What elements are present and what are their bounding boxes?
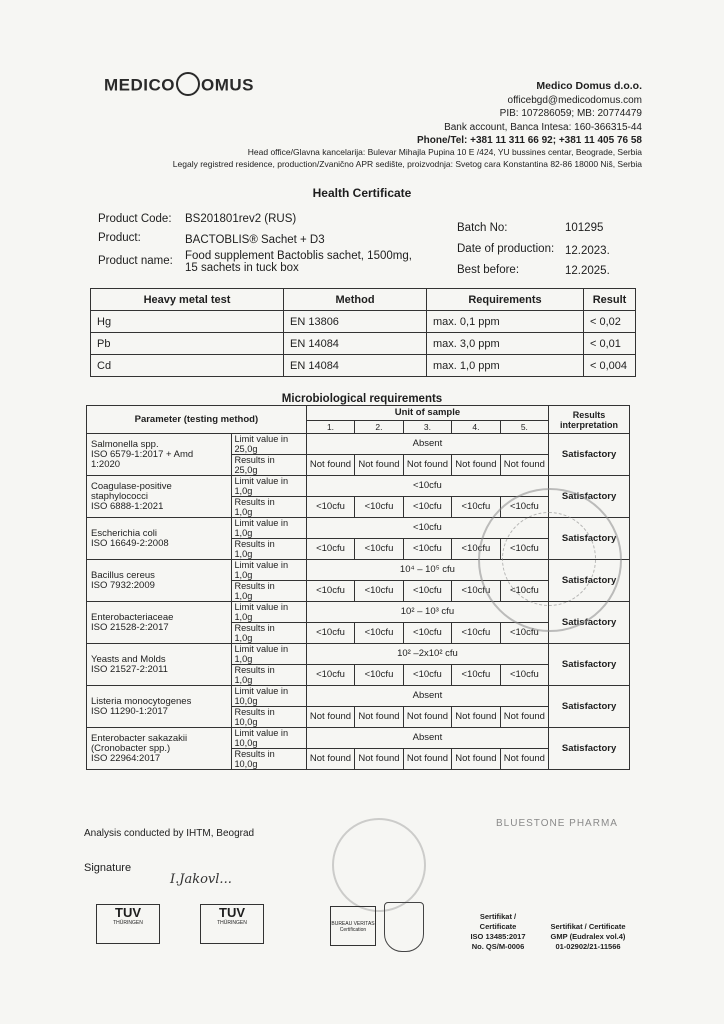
results-unit: 10,0g [234,717,258,727]
sample-result: Not found [355,455,403,476]
logo-right-text: OMUS [201,75,254,95]
sample-result: Not found [355,749,403,770]
tuv-text: TUV [115,905,141,920]
interpretation: Satisfactory [549,686,630,728]
sample-result: <10cfu [306,497,354,518]
results-unit: 1,0g [234,507,253,517]
sample-result: Not found [355,707,403,728]
hm-header-test: Heavy metal test [91,289,284,311]
limit-label-text: Limit value in [234,476,289,486]
product-label: Product: [98,232,141,244]
sample-result: <10cfu [452,497,500,518]
micro-header-unit: Unit of sample [306,406,548,421]
limit-value: <10cfu [306,476,548,497]
hm-method: EN 14084 [284,333,427,355]
limit-label-text: Limit value in [234,602,289,612]
sample-result: <10cfu [306,539,354,560]
limit-label-text: Limit value in [234,434,289,444]
results-label-text: Results in [234,539,275,549]
micro-title: Microbiological requirements [281,393,443,405]
sample-result: <10cfu [500,665,548,686]
micro-parameter-line: Enterobacter sakazakii [91,732,188,744]
tuv-sub: THÜRINGEN [113,920,143,926]
hm-metal: Cd [91,355,284,377]
best-before-label: Best before: [457,264,520,276]
micro-parameter-line: ISO 6579-1:2017 + Amd [91,448,194,460]
micro-row-limit [87,686,630,707]
sample-result: Not found [452,749,500,770]
hm-result: < 0,004 [584,355,636,377]
analysis-note: Analysis conducted by IHTM, Beograd [84,828,255,839]
hm-result: < 0,02 [584,311,636,333]
sample-result: Not found [452,707,500,728]
results-unit: 1,0g [234,591,253,601]
batch-label: Batch No: [457,222,508,234]
limit-value: 10² – 10³ cfu [306,602,548,623]
results-label-text: Results in [234,455,275,465]
company-name: Medico Domus d.o.o. [536,80,642,92]
results-label-text: Results in [234,665,275,675]
micro-parameter-line: staphylococci [91,490,149,502]
table-row [91,333,636,355]
micro-parameter-line: ISO 11290-1:2017 [91,705,168,717]
limit-value: Absent [306,434,548,455]
company-pib: PIB: 107286059; MB: 20774479 [499,108,642,120]
micro-parameter [87,434,232,476]
micro-parameter-line: ISO 21528-2:2017 [91,621,169,633]
company-seal [332,818,426,912]
cert-iso-l3: ISO 13485:2017 [470,932,526,941]
production-label: Date of production: [457,243,555,255]
hm-header-requirements: Requirements [427,289,584,311]
sample-result: <10cfu [403,497,451,518]
product-value: BACTOBLIS® Sachet + D3 [185,234,325,246]
limit-value: 10⁴ – 10⁵ cfu [306,560,548,581]
table-row [91,311,636,333]
sample-num: 1. [306,421,354,434]
production-value: 12.2023. [565,245,610,257]
company-phone: Phone/Tel: +381 11 311 66 92; +381 11 405 76 58 [417,135,642,147]
sample-num: 4. [452,421,500,434]
heavy-metal-table [90,288,636,377]
hm-method: EN 14084 [284,355,427,377]
limit-unit: 1,0g [234,528,253,538]
round-stamp-inner [502,512,596,606]
micro-parameter-line: Yeasts and Molds [91,653,166,665]
interpretation: Satisfactory [549,602,630,644]
sample-result: <10cfu [452,581,500,602]
micro-parameter [87,644,232,686]
results-label-text: Results in [234,497,275,507]
logo-left-text: MEDICO [104,75,175,95]
limit-label [232,728,306,749]
sample-result: <10cfu [355,581,403,602]
logo-d-icon [176,72,200,96]
sample-result: <10cfu [452,665,500,686]
cert-gmp-l2: GMP (Eudralex vol.4) [550,932,626,941]
sample-result: <10cfu [403,539,451,560]
micro-parameter [87,518,232,560]
cert-iso [458,912,538,952]
tuv-logo-2 [200,904,264,944]
micro-parameter-line: ISO 6888-1:2021 [91,500,164,512]
micro-parameter [87,602,232,644]
product-name-line1: Food supplement Bactoblis sachet, 1500mg, [185,250,412,262]
interpretation: Satisfactory [549,518,630,560]
product-code: BS201801rev2 (RUS) [185,213,297,225]
results-label-text: Results in [234,581,275,591]
micro-header-results: Results interpretation [549,406,630,434]
hm-metal: Pb [91,333,284,355]
micro-parameter [87,560,232,602]
limit-label [232,686,306,707]
sample-result: <10cfu [306,623,354,644]
cert-gmp-l3: 01-02902/21-11566 [555,942,621,951]
sample-num: 3. [403,421,451,434]
page-title: Health Certificate [312,186,412,200]
micro-row-limit [87,434,630,455]
results-unit: 10,0g [234,759,258,769]
limit-label-text: Limit value in [234,686,289,696]
limit-label [232,518,306,539]
sample-result: <10cfu [500,581,548,602]
micro-parameter-line: Listeria monocytogenes [91,695,192,707]
pharma-stamp-text: BLUESTONE PHARMA [496,818,618,829]
cert-iso-l2: Certificate [479,922,517,931]
micro-parameter [87,728,232,770]
micro-parameter-line: Escherichia coli [91,527,157,539]
micro-row-limit [87,728,630,749]
micro-parameter [87,686,232,728]
interpretation: Satisfactory [549,728,630,770]
sample-result: Not found [306,455,354,476]
sample-result: <10cfu [500,623,548,644]
limit-unit: 1,0g [234,612,253,622]
signature: I.Jakovl... [170,872,232,887]
sample-result: <10cfu [452,623,500,644]
results-unit: 25,0g [234,465,258,475]
product-code-label: Product Code: [98,213,172,225]
signature-label: Signature [84,862,132,874]
product-name-line2: 15 sachets in tuck box [185,262,299,274]
crest-icon [384,902,424,952]
sample-result: <10cfu [452,539,500,560]
limit-label [232,476,306,497]
micro-parameter-line: ISO 7932:2009 [91,579,155,591]
limit-value: <10cfu [306,518,548,539]
hm-method: EN 13806 [284,311,427,333]
results-unit: 1,0g [234,549,253,559]
results-label [232,455,306,476]
results-label [232,581,306,602]
head-office-line: Head office/Glavna kancelarija: Bulevar Mihajla Pupina 10 E /424, YU bussines centar, Beograde, Serbia [247,147,642,157]
results-label-text: Results in [234,707,275,717]
results-label [232,623,306,644]
sample-result: <10cfu [500,539,548,560]
micro-parameter-line: Bacillus cereus [91,569,155,581]
sample-result: Not found [500,707,548,728]
tuv-logo [96,904,160,944]
sample-result: Not found [500,455,548,476]
hm-metal: Hg [91,311,284,333]
sample-result: <10cfu [403,623,451,644]
micro-parameter [87,476,232,518]
sample-result: <10cfu [403,665,451,686]
product-name [185,250,412,274]
limit-unit: 1,0g [234,486,253,496]
tuv-text: TUV [219,905,245,920]
results-label [232,539,306,560]
micro-parameter-line: Coagulase-positive [91,480,172,492]
sample-num: 2. [355,421,403,434]
sample-result: <10cfu [355,497,403,518]
micro-parameter-line: Enterobacteriaceae [91,611,174,623]
results-label-text: Results in [234,749,275,759]
limit-label-text: Limit value in [234,728,289,738]
tuv-sub: THÜRINGEN [217,920,247,926]
results-unit: 1,0g [234,633,253,643]
sample-result: Not found [452,455,500,476]
company-email: officebgd@medicodomus.com [507,94,642,106]
limit-unit: 25,0g [234,444,258,454]
sample-result: <10cfu [355,623,403,644]
limit-label [232,644,306,665]
sample-result: <10cfu [355,539,403,560]
bv-text: BUREAU VERITAS Certification [331,921,375,933]
sample-result: Not found [306,749,354,770]
limit-label-text: Limit value in [234,518,289,528]
micro-row-limit [87,644,630,665]
sample-result: <10cfu [306,665,354,686]
best-before-value: 12.2025. [565,265,610,277]
micro-parameter-line: Salmonella spp. [91,438,159,450]
results-label [232,707,306,728]
cert-gmp-l1: Sertifikat / Certificate [550,922,626,931]
hm-req: max. 0,1 ppm [427,311,584,333]
hm-req: max. 3,0 ppm [427,333,584,355]
sample-result: <10cfu [403,581,451,602]
micro-parameter-line: (Cronobacter spp.) [91,742,171,754]
micro-header-param: Parameter (testing method) [87,406,307,434]
bureau-veritas-logo [330,906,376,946]
hm-header-result: Result [584,289,636,311]
head-office [173,146,642,170]
sample-result: Not found [500,749,548,770]
limit-unit: 1,0g [234,654,253,664]
sample-result: Not found [306,707,354,728]
hm-req: max. 1,0 ppm [427,355,584,377]
sample-result: <10cfu [355,665,403,686]
hm-result: < 0,01 [584,333,636,355]
cert-gmp [538,922,638,952]
micro-header [87,406,630,421]
company-info [417,80,642,148]
limit-label-text: Limit value in [234,644,289,654]
results-label-text: Results in [234,623,275,633]
cert-iso-l1: Sertifikat / [479,912,517,921]
results-label [232,665,306,686]
heavy-metal-header [91,289,636,311]
interpretation: Satisfactory [549,644,630,686]
limit-value: 10² –2x10² cfu [306,644,548,665]
limit-label-text: Limit value in [234,560,289,570]
interpretation: Satisfactory [549,434,630,476]
sample-result: Not found [403,455,451,476]
sample-result: Not found [403,749,451,770]
sample-result: <10cfu [306,581,354,602]
limit-label [232,560,306,581]
micro-parameter-line: ISO 22964:2017 [91,752,161,764]
interpretation: Satisfactory [549,476,630,518]
batch-value: 101295 [565,222,604,234]
table-row [91,355,636,377]
limit-label [232,602,306,623]
limit-label [232,434,306,455]
sample-result: Not found [403,707,451,728]
limit-unit: 10,0g [234,696,258,706]
micro-parameter-line: ISO 21527-2:2011 [91,663,168,675]
results-unit: 1,0g [234,675,253,685]
hm-header-method: Method [284,289,427,311]
product-name-label: Product name: [98,255,173,267]
micro-parameter-line: 1:2020 [91,458,121,470]
micro-parameter-line: ISO 16649-2:2008 [91,537,169,549]
legal-residence-line: Legaly registred residence, production/Zvanično APR sedište, proizvodnja: Svetog cara Konstantina 82-86 18000 Niš, Serbia [172,159,642,169]
results-label [232,497,306,518]
limit-unit: 10,0g [234,738,258,748]
cert-iso-l4: No. QS/M-0006 [471,942,525,951]
limit-value: Absent [306,686,548,707]
results-label [232,749,306,770]
interpretation: Satisfactory [549,560,630,602]
company-logo [104,74,254,98]
company-bank: Bank account, Banca Intesa: 160-366315-44 [444,121,642,133]
sample-num: 5. [500,421,548,434]
sample-result: <10cfu [500,497,548,518]
limit-unit: 1,0g [234,570,253,580]
limit-value: Absent [306,728,548,749]
